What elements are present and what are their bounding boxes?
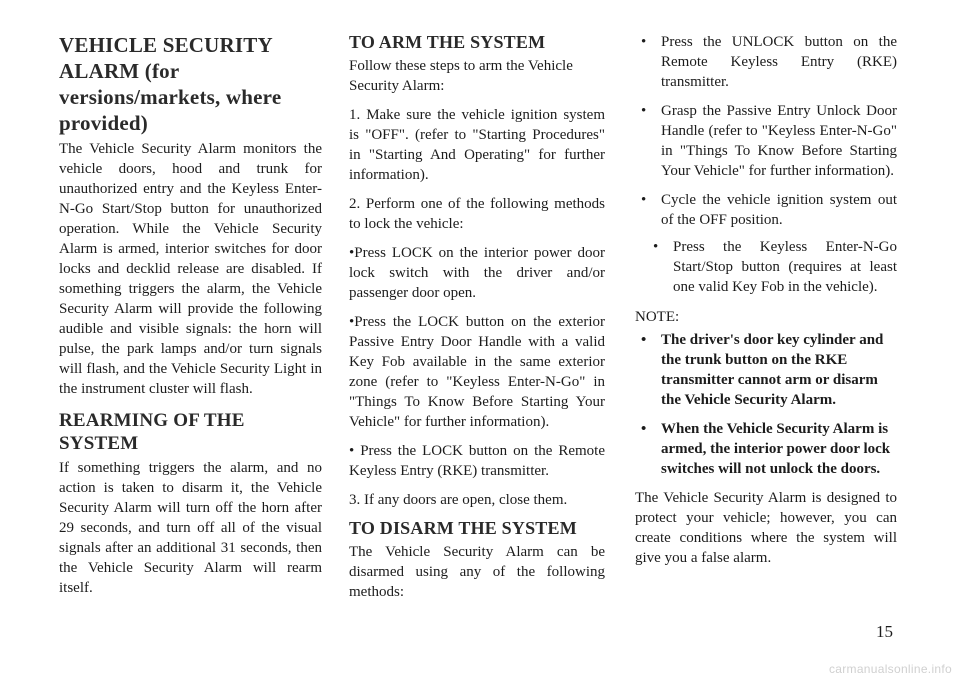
section-heading-arm-system: TO ARM THE SYSTEM	[349, 32, 546, 52]
bullet-dot: •	[653, 239, 659, 255]
disarm-sub-method-start-stop	[647, 237, 897, 297]
lock-option-interior-switch: •Press LOCK on the interior power door lock switch with the driver and/or passenger door open.	[349, 245, 605, 301]
disarm-intro-paragraph: The Vehicle Security Alarm can be disarmed using any of the following methods:	[349, 544, 605, 600]
rearming-paragraph: If something triggers the alarm, and no action is taken to disarm it, the Vehicle Security Alarm will turn off the horn after 29 seconds, and turn off all of the visual signals after an additional 31 seconds, then the Vehicle Security Alarm will rearm itself.	[59, 460, 322, 596]
disarm-method-door-handle	[635, 101, 897, 181]
arm-intro-paragraph: Follow these steps to arm the Vehicle Security Alarm:	[349, 58, 573, 94]
bullet-dot: •	[641, 192, 647, 208]
section-heading-vehicle-security-alarm: VEHICLE SECURITY ALARM (for versions/markets, where provided)	[59, 33, 282, 135]
bullet-dot: •	[641, 34, 647, 50]
section-heading-rearming: REARMING OF THE SYSTEM	[59, 410, 245, 454]
note-armed-lock-switches	[635, 419, 897, 479]
bullet-text: Cycle the vehicle ignition system out of the OFF position.	[661, 192, 897, 228]
alarm-description-paragraph: The Vehicle Security Alarm monitors the vehicle doors, hood and trunk for unauthorized entry and the Keyless Enter-N-Go Start/Stop button for unauthorized operation. While the Vehicle Security Alarm is armed, interior switches for door locks and decklid release are disabled. If something triggers the alarm, the Vehicle Security Alarm will provide the following audible and visible signals: the horn will pulse, the park lamps and/or turn signals will flash, and the Vehicle Security Light in the instrument cluster will flash.	[59, 141, 322, 397]
column-middle	[349, 32, 605, 602]
column-left	[59, 32, 322, 598]
arm-step-2: 2. Perform one of the following methods to lock the vehicle:	[349, 196, 605, 232]
arm-step-3: 3. If any doors are open, close them.	[349, 492, 568, 508]
disarm-method-unlock-button	[635, 32, 897, 92]
arm-step-1: 1. Make sure the vehicle ignition system is "OFF". (refer to "Starting Procedures" in "Starting And Operating" for further information).	[349, 107, 605, 183]
bullet-dot: •	[641, 421, 647, 437]
page-number: 15	[876, 622, 893, 641]
note-label: NOTE:	[635, 309, 680, 325]
bullet-dot: •	[641, 103, 647, 119]
bullet-text: Grasp the Passive Entry Unlock Door Handle (refer to "Keyless Enter-N-Go" in "Things To Know Before Starting Your Vehicle" for further information).	[661, 103, 897, 179]
section-heading-disarm-system: TO DISARM THE SYSTEM	[349, 518, 577, 538]
bullet-text: The driver's door key cylinder and the trunk button on the RKE transmitter cannot arm or disarm the Vehicle Security Alarm.	[661, 332, 884, 408]
bullet-dot: •	[641, 332, 647, 348]
note-key-cylinder	[635, 330, 897, 410]
bullet-text: Press the UNLOCK button on the Remote Keyless Entry (RKE) transmitter.	[661, 34, 897, 90]
column-right	[635, 32, 897, 568]
false-alarm-paragraph: The Vehicle Security Alarm is designed to protect your vehicle; however, you can create conditions where the system will give you a false alarm.	[635, 490, 897, 566]
watermark: carmanualsonline.info	[828, 662, 952, 676]
bullet-text: When the Vehicle Security Alarm is armed, the interior power door lock switches will not unlock the doors.	[661, 421, 891, 477]
lock-option-rke: • Press the LOCK button on the Remote Keyless Entry (RKE) transmitter.	[349, 443, 605, 479]
bullet-text: Press the Keyless Enter-N-Go Start/Stop button (requires at least one valid Key Fob in the vehicle).	[673, 239, 897, 295]
lock-option-door-handle: •Press the LOCK button on the exterior Passive Entry Door Handle with a valid Key Fob available in the same exterior zone (refer to "Keyless Enter-N-Go" in "Things To Know Before Starting Your Vehicle" for further information).	[349, 314, 605, 430]
disarm-method-ignition	[635, 190, 897, 230]
